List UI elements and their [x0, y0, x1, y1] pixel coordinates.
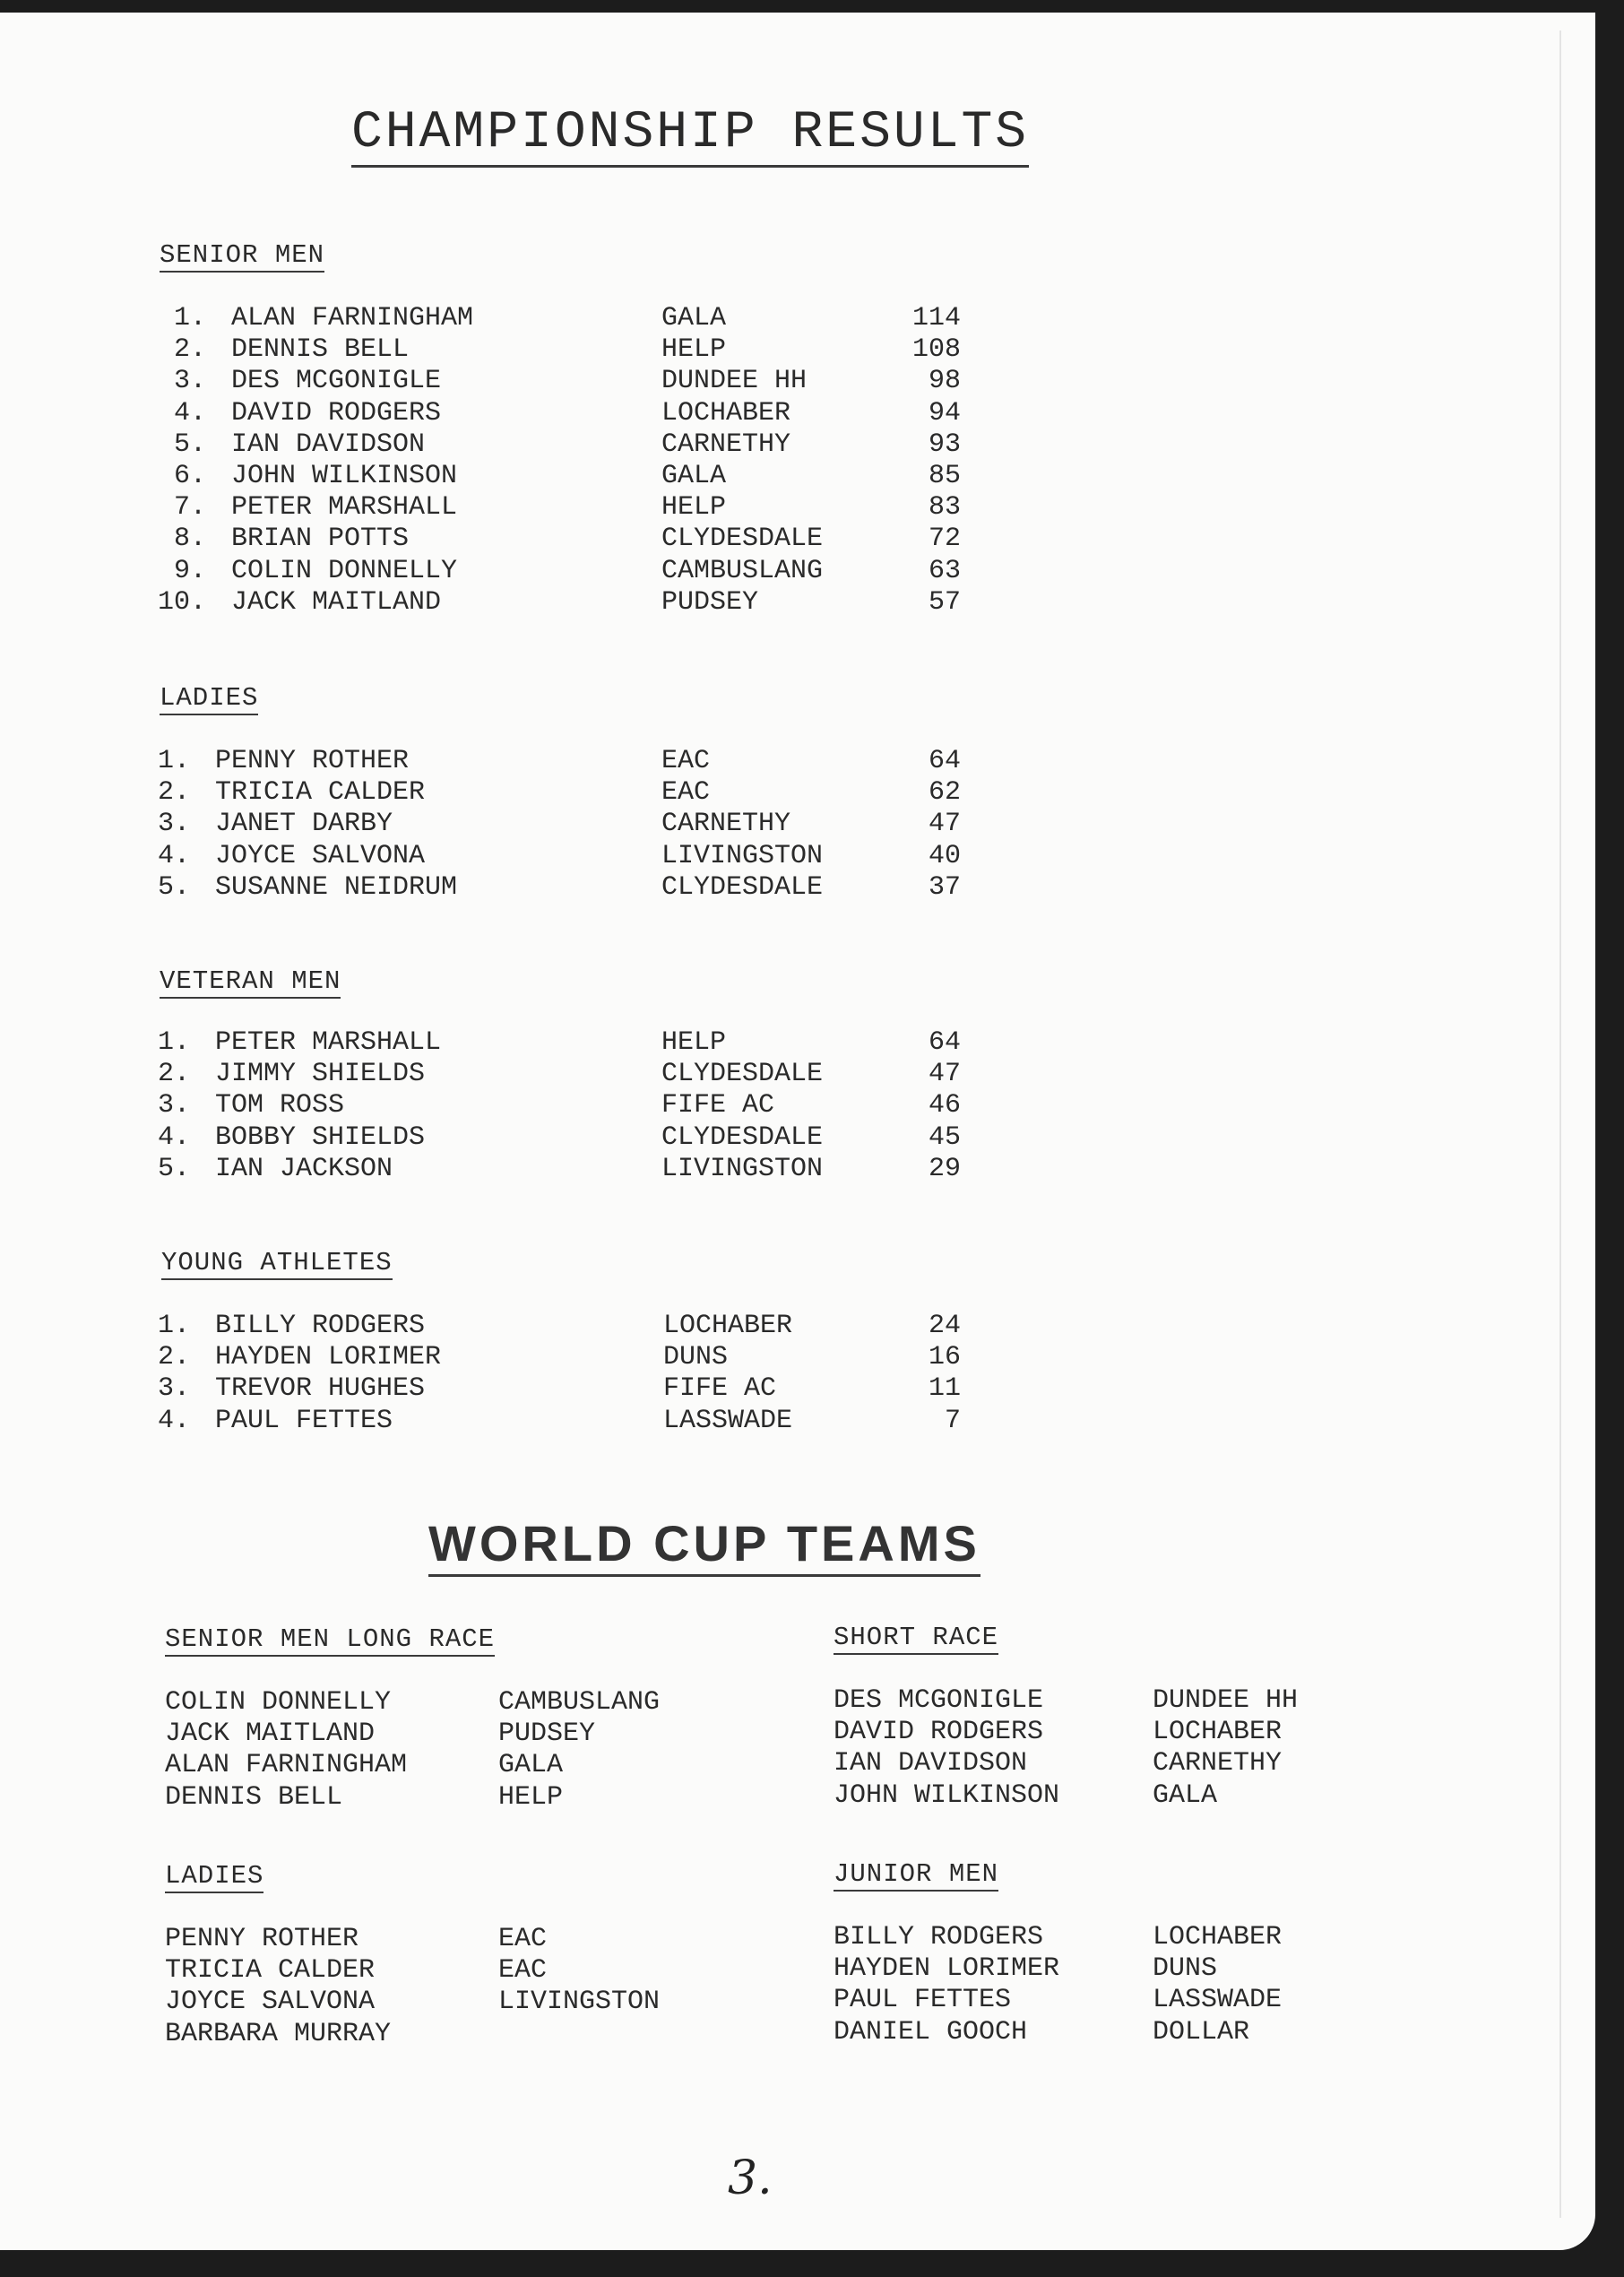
athlete-name: BOBBY SHIELDS [215, 1121, 426, 1153]
athlete-name: TOM ROSS [215, 1090, 345, 1121]
team-heading: JUNIOR MEN [834, 1861, 998, 1892]
team-member-name: DANIEL GOOCH [834, 2016, 1028, 2048]
points-value: 47 [928, 1059, 961, 1090]
points-value: 72 [928, 524, 961, 555]
team-heading: SENIOR MEN LONG RACE [165, 1626, 495, 1657]
points-value: 62 [928, 777, 961, 809]
team-member-name: IAN DAVIDSON [834, 1748, 1028, 1779]
team-member-name: BARBARA MURRAY [165, 2018, 392, 2049]
result-position: 10. [157, 586, 206, 618]
points-value: 37 [928, 871, 961, 903]
team-member-club: GALA [498, 1750, 564, 1781]
points-value: 45 [928, 1121, 961, 1153]
team-member-club: DUNDEE HH [1153, 1685, 1299, 1716]
athlete-name: DES MCGONIGLE [231, 366, 442, 397]
athlete-name: SUSANNE NEIDRUM [215, 871, 458, 903]
athlete-name: JOYCE SALVONA [215, 840, 426, 871]
club-name: CLYDESDALE [661, 524, 824, 555]
points-value: 24 [928, 1311, 961, 1341]
points-value: 63 [928, 555, 961, 586]
points-value: 108 [911, 334, 961, 366]
points-value: 29 [928, 1153, 961, 1184]
team-member-club: LOCHABER [1153, 1922, 1283, 1952]
club-name: CARNETHY [661, 809, 791, 840]
club-name: HELP [661, 1027, 727, 1058]
points-value: 46 [928, 1090, 961, 1121]
championship-title: CHAMPIONSHIP RESULTS [351, 108, 1029, 168]
club-name: DUNS [663, 1342, 729, 1373]
result-position: 4. [173, 397, 206, 429]
result-position: 4. [157, 1405, 190, 1436]
team-member-name: DENNIS BELL [165, 1781, 343, 1813]
club-name: LASSWADE [663, 1405, 793, 1436]
team-member-club: LASSWADE [1153, 1985, 1283, 2016]
points-value: 40 [928, 840, 961, 871]
athlete-name: JACK MAITLAND [231, 586, 442, 618]
team-member-club: EAC [498, 1955, 548, 1987]
section-heading: VETERAN MEN [160, 968, 341, 999]
athlete-name: TREVOR HUGHES [215, 1373, 426, 1405]
result-position: 8. [173, 524, 206, 555]
team-member-club: LOCHABER [1153, 1717, 1283, 1748]
athlete-name: IAN DAVIDSON [231, 429, 426, 460]
athlete-name: PENNY ROTHER [215, 746, 410, 776]
club-name: CLYDESDALE [661, 871, 824, 903]
result-position: 3. [157, 809, 190, 840]
team-member-club: DOLLAR [1153, 2016, 1250, 2048]
athlete-name: BRIAN POTTS [231, 524, 410, 555]
athlete-name: PETER MARSHALL [231, 492, 458, 524]
club-name: EAC [661, 746, 711, 776]
team-member-name: PAUL FETTES [834, 1985, 1012, 2016]
club-name: CAMBUSLANG [661, 555, 824, 586]
athlete-name: PAUL FETTES [215, 1405, 393, 1436]
result-position: 5. [157, 871, 190, 903]
club-name: HELP [661, 334, 727, 366]
document-page [0, 13, 1595, 2250]
club-name: GALA [661, 303, 727, 333]
points-value: 16 [928, 1342, 961, 1373]
club-name: FIFE AC [663, 1373, 777, 1405]
result-position: 2. [157, 1342, 190, 1373]
result-position: 9. [173, 555, 206, 586]
athlete-name: DAVID RODGERS [231, 397, 442, 429]
points-value: 85 [928, 461, 961, 491]
team-heading: SHORT RACE [834, 1624, 998, 1655]
team-member-name: JACK MAITLAND [165, 1719, 376, 1750]
result-position: 4. [157, 1121, 190, 1153]
result-position: 7. [173, 492, 206, 524]
points-value: 98 [928, 366, 961, 397]
points-value: 47 [928, 809, 961, 840]
section-heading: SENIOR MEN [160, 242, 324, 273]
athlete-name: IAN JACKSON [215, 1153, 393, 1184]
club-name: LOCHABER [661, 397, 791, 429]
athlete-name: DENNIS BELL [231, 334, 410, 366]
team-member-club: DUNS [1153, 1953, 1218, 1985]
points-value: 64 [928, 746, 961, 776]
club-name: GALA [661, 461, 727, 491]
club-name: LIVINGSTON [661, 840, 824, 871]
club-name: CLYDESDALE [661, 1059, 824, 1090]
athlete-name: BILLY RODGERS [215, 1311, 426, 1341]
result-position: 1. [157, 746, 190, 776]
page-number: 3. [728, 2151, 773, 2205]
result-position: 1. [173, 303, 206, 333]
team-member-name: PENNY ROTHER [165, 1924, 359, 1954]
points-value: 94 [928, 397, 961, 429]
points-value: 7 [944, 1405, 961, 1436]
result-position: 5. [157, 1153, 190, 1184]
points-value: 11 [928, 1373, 961, 1405]
result-position: 2. [157, 1059, 190, 1090]
team-member-club: CAMBUSLANG [498, 1687, 661, 1718]
club-name: PUDSEY [661, 586, 759, 618]
club-name: CARNETHY [661, 429, 791, 460]
club-name: DUNDEE HH [661, 366, 808, 397]
result-position: 4. [157, 840, 190, 871]
team-member-name: DAVID RODGERS [834, 1717, 1044, 1748]
athlete-name: TRICIA CALDER [215, 777, 426, 809]
result-position: 1. [157, 1027, 190, 1058]
team-member-name: COLIN DONNELLY [165, 1687, 392, 1718]
team-member-name: DES MCGONIGLE [834, 1685, 1044, 1716]
result-position: 3. [157, 1373, 190, 1405]
athlete-name: PETER MARSHALL [215, 1027, 442, 1058]
result-position: 2. [157, 777, 190, 809]
team-member-club: HELP [498, 1781, 564, 1813]
result-position: 6. [173, 461, 206, 491]
result-position: 3. [173, 366, 206, 397]
team-member-club: PUDSEY [498, 1719, 596, 1750]
points-value: 83 [928, 492, 961, 524]
athlete-name: COLIN DONNELLY [231, 555, 458, 586]
team-member-club: GALA [1153, 1779, 1218, 1811]
section-heading: YOUNG ATHLETES [161, 1250, 393, 1280]
result-position: 1. [157, 1311, 190, 1341]
team-member-club: EAC [498, 1924, 548, 1954]
team-member-name: BILLY RODGERS [834, 1922, 1044, 1952]
team-member-name: HAYDEN LORIMER [834, 1953, 1060, 1985]
team-member-club: LIVINGSTON [498, 1987, 661, 2018]
points-value: 57 [928, 586, 961, 618]
result-position: 5. [173, 429, 206, 460]
athlete-name: JANET DARBY [215, 809, 393, 840]
result-position: 2. [173, 334, 206, 366]
club-name: EAC [661, 777, 711, 809]
athlete-name: JIMMY SHIELDS [215, 1059, 426, 1090]
points-value: 93 [928, 429, 961, 460]
points-value: 64 [928, 1027, 961, 1058]
team-member-name: JOYCE SALVONA [165, 1987, 376, 2018]
athlete-name: ALAN FARNINGHAM [231, 303, 474, 333]
athlete-name: HAYDEN LORIMER [215, 1342, 442, 1373]
club-name: CLYDESDALE [661, 1121, 824, 1153]
athlete-name: JOHN WILKINSON [231, 461, 458, 491]
team-member-name: JOHN WILKINSON [834, 1779, 1060, 1811]
club-name: LIVINGSTON [661, 1153, 824, 1184]
section-heading: LADIES [160, 685, 258, 715]
club-name: FIFE AC [661, 1090, 775, 1121]
points-value: 114 [911, 303, 961, 333]
team-heading: LADIES [165, 1863, 263, 1893]
team-member-name: TRICIA CALDER [165, 1955, 376, 1987]
team-member-name: ALAN FARNINGHAM [165, 1750, 408, 1781]
world-cup-title: WORLD CUP TEAMS [428, 1519, 980, 1577]
team-member-club: CARNETHY [1153, 1748, 1283, 1779]
result-position: 3. [157, 1090, 190, 1121]
club-name: HELP [661, 492, 727, 524]
club-name: LOCHABER [663, 1311, 793, 1341]
page-edge-shadow [1559, 30, 1561, 2218]
